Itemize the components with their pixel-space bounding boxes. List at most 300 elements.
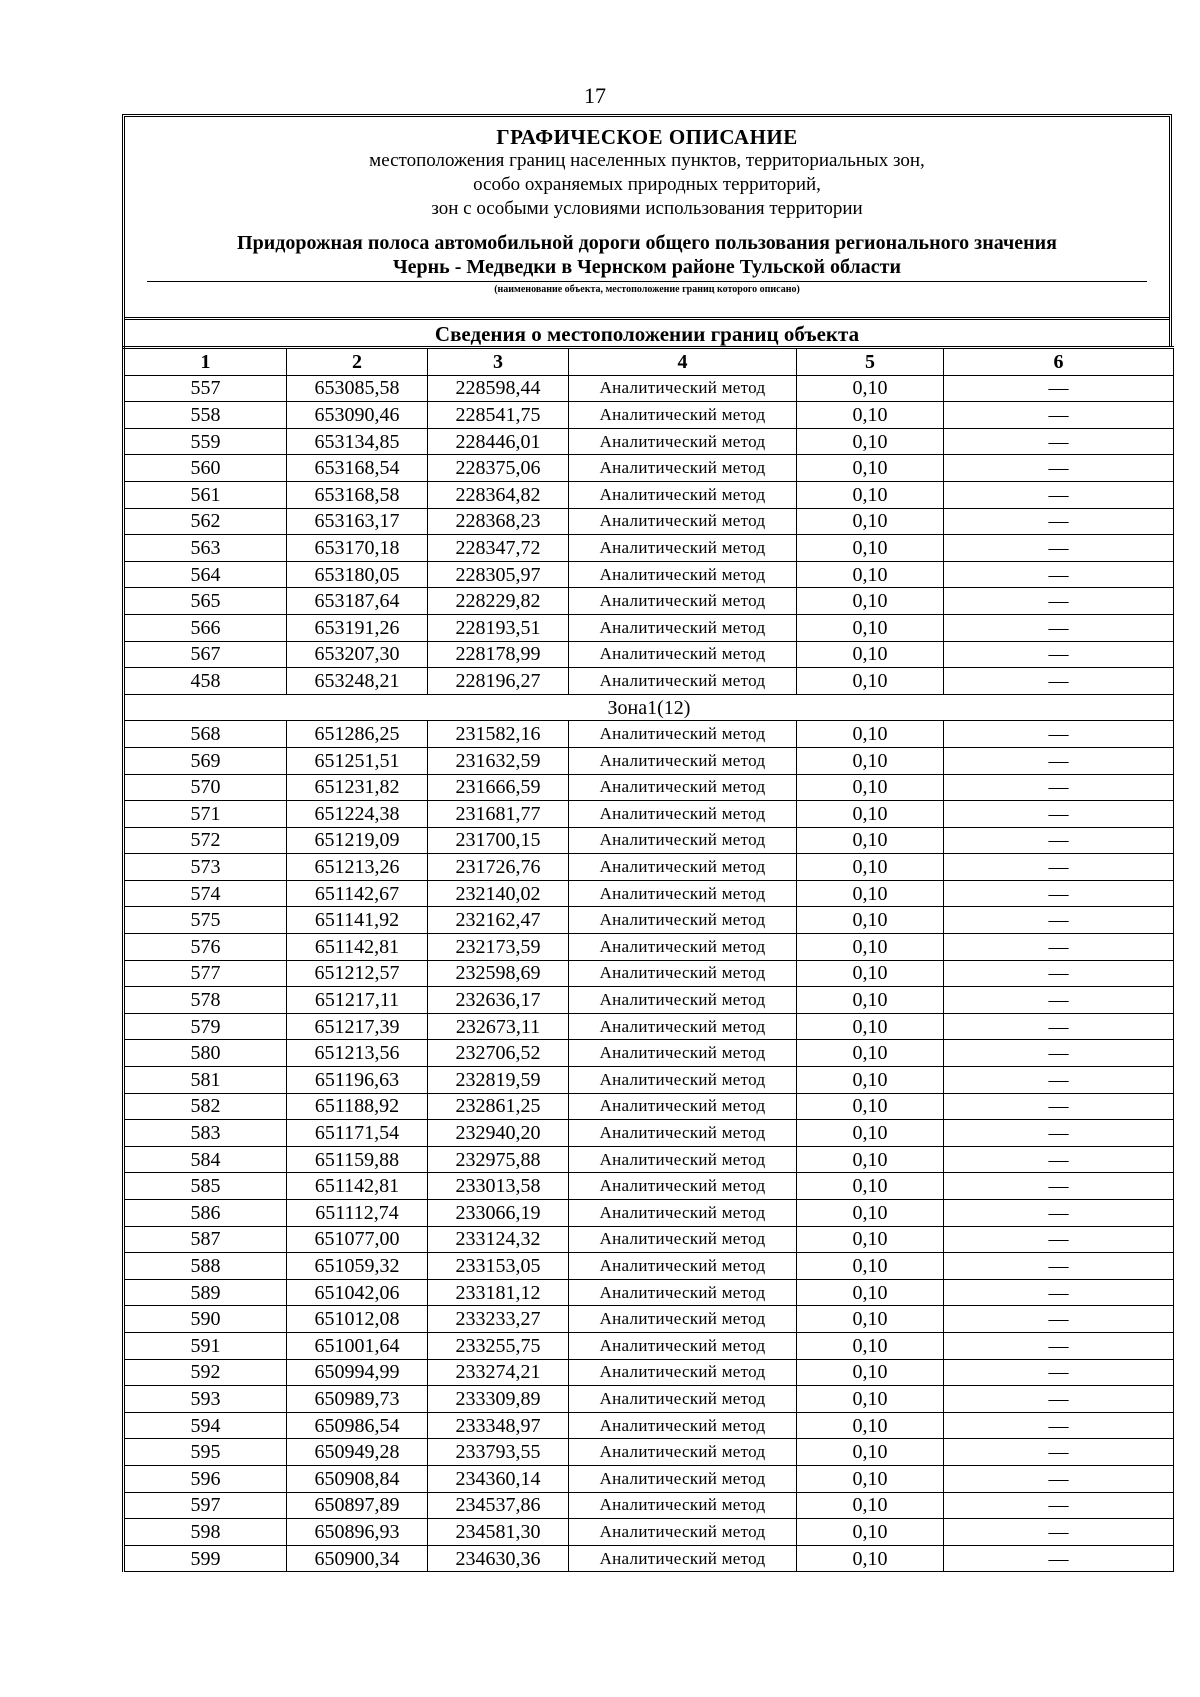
table-row xyxy=(124,1040,1174,1067)
description-cell: — xyxy=(944,481,1174,508)
y-coordinate-cell: 228305,97 xyxy=(428,561,569,588)
table-row xyxy=(124,1386,1174,1413)
zone-label: Зона1(12) xyxy=(124,694,1174,721)
y-coordinate-cell: 231726,76 xyxy=(428,854,569,881)
description-cell: — xyxy=(944,1306,1174,1333)
x-coordinate-cell: 651077,00 xyxy=(287,1226,428,1253)
point-number-cell: 596 xyxy=(124,1465,287,1492)
subtitle-line-3: зон с особыми условиями использования территории xyxy=(431,198,863,219)
x-coordinate-cell: 651112,74 xyxy=(287,1200,428,1227)
table-row xyxy=(124,1200,1174,1227)
y-coordinate-cell: 231582,16 xyxy=(428,721,569,748)
accuracy-cell: 0,10 xyxy=(797,668,944,695)
accuracy-cell: 0,10 xyxy=(797,481,944,508)
y-coordinate-cell: 232673,11 xyxy=(428,1013,569,1040)
table-row xyxy=(124,402,1174,429)
y-coordinate-cell: 228347,72 xyxy=(428,535,569,562)
description-cell: — xyxy=(944,561,1174,588)
x-coordinate-cell: 651213,26 xyxy=(287,854,428,881)
method-cell: Аналитический метод xyxy=(569,641,797,668)
method-cell: Аналитический метод xyxy=(569,1465,797,1492)
description-cell: — xyxy=(944,402,1174,429)
object-name-caption: (наименование объекта, местоположение границ которого описано) xyxy=(147,281,1147,297)
description-cell: — xyxy=(944,774,1174,801)
method-cell: Аналитический метод xyxy=(569,827,797,854)
description-cell: — xyxy=(944,827,1174,854)
y-coordinate-cell: 228375,06 xyxy=(428,455,569,482)
accuracy-cell: 0,10 xyxy=(797,1465,944,1492)
x-coordinate-cell: 653168,58 xyxy=(287,481,428,508)
x-coordinate-cell: 651188,92 xyxy=(287,1093,428,1120)
accuracy-cell: 0,10 xyxy=(797,1120,944,1147)
coordinates-table xyxy=(122,346,1174,1572)
description-cell: — xyxy=(944,1519,1174,1546)
accuracy-cell: 0,10 xyxy=(797,1040,944,1067)
accuracy-cell: 0,10 xyxy=(797,987,944,1014)
description-cell: — xyxy=(944,1013,1174,1040)
accuracy-cell: 0,10 xyxy=(797,1226,944,1253)
accuracy-cell: 0,10 xyxy=(797,455,944,482)
point-number-cell: 581 xyxy=(124,1067,287,1094)
description-cell: — xyxy=(944,1545,1174,1572)
method-cell: Аналитический метод xyxy=(569,1093,797,1120)
point-number-cell: 563 xyxy=(124,535,287,562)
accuracy-cell: 0,10 xyxy=(797,1093,944,1120)
method-cell: Аналитический метод xyxy=(569,535,797,562)
point-number-cell: 598 xyxy=(124,1519,287,1546)
x-coordinate-cell: 651217,39 xyxy=(287,1013,428,1040)
x-coordinate-cell: 650896,93 xyxy=(287,1519,428,1546)
description-cell: — xyxy=(944,588,1174,615)
method-cell: Аналитический метод xyxy=(569,987,797,1014)
accuracy-cell: 0,10 xyxy=(797,428,944,455)
method-cell: Аналитический метод xyxy=(569,402,797,429)
column-header: 4 xyxy=(569,348,797,376)
method-cell: Аналитический метод xyxy=(569,1359,797,1386)
description-cell: — xyxy=(944,1146,1174,1173)
table-row xyxy=(124,535,1174,562)
point-number-cell: 568 xyxy=(124,721,287,748)
description-cell: — xyxy=(944,375,1174,402)
point-number-cell: 579 xyxy=(124,1013,287,1040)
method-cell: Аналитический метод xyxy=(569,1279,797,1306)
description-cell: — xyxy=(944,428,1174,455)
point-number-cell: 587 xyxy=(124,1226,287,1253)
table-row xyxy=(124,1067,1174,1094)
x-coordinate-cell: 651141,92 xyxy=(287,907,428,934)
method-cell: Аналитический метод xyxy=(569,1200,797,1227)
point-number-cell: 589 xyxy=(124,1279,287,1306)
point-number-cell: 566 xyxy=(124,614,287,641)
point-number-cell: 458 xyxy=(124,668,287,695)
accuracy-cell: 0,10 xyxy=(797,1279,944,1306)
y-coordinate-cell: 232861,25 xyxy=(428,1093,569,1120)
point-number-cell: 560 xyxy=(124,455,287,482)
table-row xyxy=(124,668,1174,695)
method-cell: Аналитический метод xyxy=(569,1439,797,1466)
accuracy-cell: 0,10 xyxy=(797,561,944,588)
accuracy-cell: 0,10 xyxy=(797,1439,944,1466)
accuracy-cell: 0,10 xyxy=(797,1545,944,1572)
method-cell: Аналитический метод xyxy=(569,614,797,641)
point-number-cell: 575 xyxy=(124,907,287,934)
point-number-cell: 565 xyxy=(124,588,287,615)
table-row xyxy=(124,987,1174,1014)
method-cell: Аналитический метод xyxy=(569,1146,797,1173)
table-row xyxy=(124,561,1174,588)
point-number-cell: 564 xyxy=(124,561,287,588)
point-number-cell: 576 xyxy=(124,934,287,961)
point-number-cell: 594 xyxy=(124,1412,287,1439)
x-coordinate-cell: 650949,28 xyxy=(287,1439,428,1466)
x-coordinate-cell: 651213,56 xyxy=(287,1040,428,1067)
page-number: 17 xyxy=(584,83,606,108)
description-cell: — xyxy=(944,934,1174,961)
point-number-cell: 570 xyxy=(124,774,287,801)
y-coordinate-cell: 233255,75 xyxy=(428,1332,569,1359)
description-cell: — xyxy=(944,1093,1174,1120)
point-number-cell: 567 xyxy=(124,641,287,668)
y-coordinate-cell: 228598,44 xyxy=(428,375,569,402)
y-coordinate-cell: 228196,27 xyxy=(428,668,569,695)
table-row xyxy=(124,747,1174,774)
description-cell: — xyxy=(944,1279,1174,1306)
y-coordinate-cell: 231700,15 xyxy=(428,827,569,854)
y-coordinate-cell: 232140,02 xyxy=(428,880,569,907)
point-number-cell: 593 xyxy=(124,1386,287,1413)
y-coordinate-cell: 228229,82 xyxy=(428,588,569,615)
y-coordinate-cell: 232819,59 xyxy=(428,1067,569,1094)
x-coordinate-cell: 653168,54 xyxy=(287,455,428,482)
x-coordinate-cell: 651012,08 xyxy=(287,1306,428,1333)
description-cell: — xyxy=(944,1439,1174,1466)
description-cell: — xyxy=(944,1173,1174,1200)
x-coordinate-cell: 653085,58 xyxy=(287,375,428,402)
column-header: 2 xyxy=(287,348,428,376)
method-cell: Аналитический метод xyxy=(569,1120,797,1147)
x-coordinate-cell: 651001,64 xyxy=(287,1332,428,1359)
method-cell: Аналитический метод xyxy=(569,1173,797,1200)
x-coordinate-cell: 650986,54 xyxy=(287,1412,428,1439)
description-cell: — xyxy=(944,508,1174,535)
accuracy-cell: 0,10 xyxy=(797,1332,944,1359)
column-header: 5 xyxy=(797,348,944,376)
x-coordinate-cell: 653248,21 xyxy=(287,668,428,695)
y-coordinate-cell: 231666,59 xyxy=(428,774,569,801)
description-cell: — xyxy=(944,641,1174,668)
column-header: 3 xyxy=(428,348,569,376)
y-coordinate-cell: 228193,51 xyxy=(428,614,569,641)
point-number-cell: 585 xyxy=(124,1173,287,1200)
method-cell: Аналитический метод xyxy=(569,1519,797,1546)
accuracy-cell: 0,10 xyxy=(797,1067,944,1094)
description-cell: — xyxy=(944,1040,1174,1067)
table-row xyxy=(124,375,1174,402)
table-row xyxy=(124,774,1174,801)
method-cell: Аналитический метод xyxy=(569,880,797,907)
description-cell: — xyxy=(944,907,1174,934)
table-row xyxy=(124,1253,1174,1280)
accuracy-cell: 0,10 xyxy=(797,721,944,748)
accuracy-cell: 0,10 xyxy=(797,1386,944,1413)
point-number-cell: 561 xyxy=(124,481,287,508)
point-number-cell: 577 xyxy=(124,960,287,987)
point-number-cell: 559 xyxy=(124,428,287,455)
method-cell: Аналитический метод xyxy=(569,668,797,695)
table-row xyxy=(124,1359,1174,1386)
table-row xyxy=(124,934,1174,961)
table-row xyxy=(124,588,1174,615)
method-cell: Аналитический метод xyxy=(569,774,797,801)
x-coordinate-cell: 651231,82 xyxy=(287,774,428,801)
x-coordinate-cell: 653163,17 xyxy=(287,508,428,535)
y-coordinate-cell: 231681,77 xyxy=(428,801,569,828)
description-cell: — xyxy=(944,854,1174,881)
accuracy-cell: 0,10 xyxy=(797,1306,944,1333)
method-cell: Аналитический метод xyxy=(569,1226,797,1253)
table-row xyxy=(124,880,1174,907)
point-number-cell: 595 xyxy=(124,1439,287,1466)
object-name-line-2: Чернь - Медведки в Чернском районе Тульской области xyxy=(392,256,902,278)
description-cell: — xyxy=(944,1412,1174,1439)
description-cell: — xyxy=(944,880,1174,907)
table-row xyxy=(124,1519,1174,1546)
method-cell: Аналитический метод xyxy=(569,801,797,828)
x-coordinate-cell: 653134,85 xyxy=(287,428,428,455)
accuracy-cell: 0,10 xyxy=(797,1519,944,1546)
method-cell: Аналитический метод xyxy=(569,1013,797,1040)
accuracy-cell: 0,10 xyxy=(797,880,944,907)
document-header-frame xyxy=(122,114,1172,346)
accuracy-cell: 0,10 xyxy=(797,854,944,881)
method-cell: Аналитический метод xyxy=(569,588,797,615)
x-coordinate-cell: 650897,89 xyxy=(287,1492,428,1519)
accuracy-cell: 0,10 xyxy=(797,1412,944,1439)
method-cell: Аналитический метод xyxy=(569,854,797,881)
y-coordinate-cell: 233181,12 xyxy=(428,1279,569,1306)
table-row xyxy=(124,1439,1174,1466)
description-cell: — xyxy=(944,1332,1174,1359)
description-cell: — xyxy=(944,1226,1174,1253)
description-cell: — xyxy=(944,747,1174,774)
accuracy-cell: 0,10 xyxy=(797,641,944,668)
method-cell: Аналитический метод xyxy=(569,481,797,508)
x-coordinate-cell: 651159,88 xyxy=(287,1146,428,1173)
y-coordinate-cell: 233066,19 xyxy=(428,1200,569,1227)
x-coordinate-cell: 651212,57 xyxy=(287,960,428,987)
description-cell: — xyxy=(944,1200,1174,1227)
table-row xyxy=(124,854,1174,881)
x-coordinate-cell: 651142,81 xyxy=(287,934,428,961)
table-row xyxy=(124,1146,1174,1173)
accuracy-cell: 0,10 xyxy=(797,1492,944,1519)
x-coordinate-cell: 651217,11 xyxy=(287,987,428,1014)
table-row xyxy=(124,960,1174,987)
y-coordinate-cell: 232162,47 xyxy=(428,907,569,934)
description-cell: — xyxy=(944,535,1174,562)
description-cell: — xyxy=(944,801,1174,828)
method-cell: Аналитический метод xyxy=(569,1253,797,1280)
y-coordinate-cell: 232636,17 xyxy=(428,987,569,1014)
accuracy-cell: 0,10 xyxy=(797,747,944,774)
accuracy-cell: 0,10 xyxy=(797,614,944,641)
x-coordinate-cell: 650989,73 xyxy=(287,1386,428,1413)
point-number-cell: 557 xyxy=(124,375,287,402)
y-coordinate-cell: 233013,58 xyxy=(428,1173,569,1200)
y-coordinate-cell: 233153,05 xyxy=(428,1253,569,1280)
x-coordinate-cell: 651224,38 xyxy=(287,801,428,828)
document-title: ГРАФИЧЕСКОЕ ОПИСАНИЕ xyxy=(496,125,798,149)
y-coordinate-cell: 234630,36 xyxy=(428,1545,569,1572)
x-coordinate-cell: 653180,05 xyxy=(287,561,428,588)
object-name-line-1: Придорожная полоса автомобильной дороги общего пользования регионального значения xyxy=(237,232,1057,254)
subtitle-line-2: особо охраняемых природных территорий, xyxy=(473,174,821,195)
x-coordinate-cell: 653187,64 xyxy=(287,588,428,615)
point-number-cell: 558 xyxy=(124,402,287,429)
y-coordinate-cell: 231632,59 xyxy=(428,747,569,774)
table-row xyxy=(124,801,1174,828)
table-row xyxy=(124,1093,1174,1120)
point-number-cell: 584 xyxy=(124,1146,287,1173)
table-row xyxy=(124,1306,1174,1333)
table-row xyxy=(124,907,1174,934)
table-row xyxy=(124,508,1174,535)
point-number-cell: 571 xyxy=(124,801,287,828)
y-coordinate-cell: 233274,21 xyxy=(428,1359,569,1386)
y-coordinate-cell: 234360,14 xyxy=(428,1465,569,1492)
x-coordinate-cell: 651196,63 xyxy=(287,1067,428,1094)
description-cell: — xyxy=(944,1359,1174,1386)
table-header-row xyxy=(124,348,1174,376)
accuracy-cell: 0,10 xyxy=(797,1146,944,1173)
method-cell: Аналитический метод xyxy=(569,1386,797,1413)
subtitle-line-1: местоположения границ населенных пунктов, территориальных зон, xyxy=(369,150,925,171)
table-row xyxy=(124,1120,1174,1147)
point-number-cell: 580 xyxy=(124,1040,287,1067)
point-number-cell: 569 xyxy=(124,747,287,774)
table-row xyxy=(124,1545,1174,1572)
method-cell: Аналитический метод xyxy=(569,428,797,455)
method-cell: Аналитический метод xyxy=(569,1306,797,1333)
y-coordinate-cell: 233233,27 xyxy=(428,1306,569,1333)
method-cell: Аналитический метод xyxy=(569,1412,797,1439)
zone-row xyxy=(124,694,1174,721)
method-cell: Аналитический метод xyxy=(569,747,797,774)
point-number-cell: 590 xyxy=(124,1306,287,1333)
method-cell: Аналитический метод xyxy=(569,375,797,402)
method-cell: Аналитический метод xyxy=(569,960,797,987)
point-number-cell: 582 xyxy=(124,1093,287,1120)
accuracy-cell: 0,10 xyxy=(797,1200,944,1227)
description-cell: — xyxy=(944,1067,1174,1094)
description-cell: — xyxy=(944,668,1174,695)
point-number-cell: 599 xyxy=(124,1545,287,1572)
point-number-cell: 578 xyxy=(124,987,287,1014)
table-row xyxy=(124,721,1174,748)
accuracy-cell: 0,10 xyxy=(797,1359,944,1386)
y-coordinate-cell: 228368,23 xyxy=(428,508,569,535)
y-coordinate-cell: 228364,82 xyxy=(428,481,569,508)
table-row xyxy=(124,1465,1174,1492)
table-row xyxy=(124,1279,1174,1306)
point-number-cell: 573 xyxy=(124,854,287,881)
accuracy-cell: 0,10 xyxy=(797,1253,944,1280)
y-coordinate-cell: 233124,32 xyxy=(428,1226,569,1253)
y-coordinate-cell: 232940,20 xyxy=(428,1120,569,1147)
point-number-cell: 592 xyxy=(124,1359,287,1386)
method-cell: Аналитический метод xyxy=(569,455,797,482)
column-header: 1 xyxy=(124,348,287,376)
table-row xyxy=(124,641,1174,668)
accuracy-cell: 0,10 xyxy=(797,588,944,615)
document-header xyxy=(125,117,1169,301)
method-cell: Аналитический метод xyxy=(569,1067,797,1094)
x-coordinate-cell: 651059,32 xyxy=(287,1253,428,1280)
table-row xyxy=(124,1173,1174,1200)
table-row xyxy=(124,827,1174,854)
point-number-cell: 574 xyxy=(124,880,287,907)
table-row xyxy=(124,1332,1174,1359)
y-coordinate-cell: 233793,55 xyxy=(428,1439,569,1466)
y-coordinate-cell: 228446,01 xyxy=(428,428,569,455)
y-coordinate-cell: 234537,86 xyxy=(428,1492,569,1519)
accuracy-cell: 0,10 xyxy=(797,960,944,987)
description-cell: — xyxy=(944,960,1174,987)
y-coordinate-cell: 232598,69 xyxy=(428,960,569,987)
x-coordinate-cell: 651042,06 xyxy=(287,1279,428,1306)
x-coordinate-cell: 653207,30 xyxy=(287,641,428,668)
table-row xyxy=(124,1226,1174,1253)
x-coordinate-cell: 651219,09 xyxy=(287,827,428,854)
x-coordinate-cell: 651142,67 xyxy=(287,880,428,907)
y-coordinate-cell: 233309,89 xyxy=(428,1386,569,1413)
description-cell: — xyxy=(944,455,1174,482)
point-number-cell: 583 xyxy=(124,1120,287,1147)
point-number-cell: 572 xyxy=(124,827,287,854)
method-cell: Аналитический метод xyxy=(569,508,797,535)
column-header: 6 xyxy=(944,348,1174,376)
y-coordinate-cell: 234581,30 xyxy=(428,1519,569,1546)
table-row xyxy=(124,614,1174,641)
method-cell: Аналитический метод xyxy=(569,1492,797,1519)
y-coordinate-cell: 233348,97 xyxy=(428,1412,569,1439)
accuracy-cell: 0,10 xyxy=(797,907,944,934)
x-coordinate-cell: 650908,84 xyxy=(287,1465,428,1492)
accuracy-cell: 0,10 xyxy=(797,801,944,828)
x-coordinate-cell: 651286,25 xyxy=(287,721,428,748)
accuracy-cell: 0,10 xyxy=(797,402,944,429)
method-cell: Аналитический метод xyxy=(569,934,797,961)
description-cell: — xyxy=(944,1492,1174,1519)
method-cell: Аналитический метод xyxy=(569,1545,797,1572)
table-row xyxy=(124,455,1174,482)
table-row xyxy=(124,1412,1174,1439)
accuracy-cell: 0,10 xyxy=(797,774,944,801)
description-cell: — xyxy=(944,1386,1174,1413)
point-number-cell: 591 xyxy=(124,1332,287,1359)
x-coordinate-cell: 653090,46 xyxy=(287,402,428,429)
description-cell: — xyxy=(944,1465,1174,1492)
accuracy-cell: 0,10 xyxy=(797,508,944,535)
description-cell: — xyxy=(944,1120,1174,1147)
description-cell: — xyxy=(944,1253,1174,1280)
y-coordinate-cell: 228541,75 xyxy=(428,402,569,429)
description-cell: — xyxy=(944,987,1174,1014)
x-coordinate-cell: 651251,51 xyxy=(287,747,428,774)
description-cell: — xyxy=(944,614,1174,641)
method-cell: Аналитический метод xyxy=(569,1040,797,1067)
method-cell: Аналитический метод xyxy=(569,1332,797,1359)
